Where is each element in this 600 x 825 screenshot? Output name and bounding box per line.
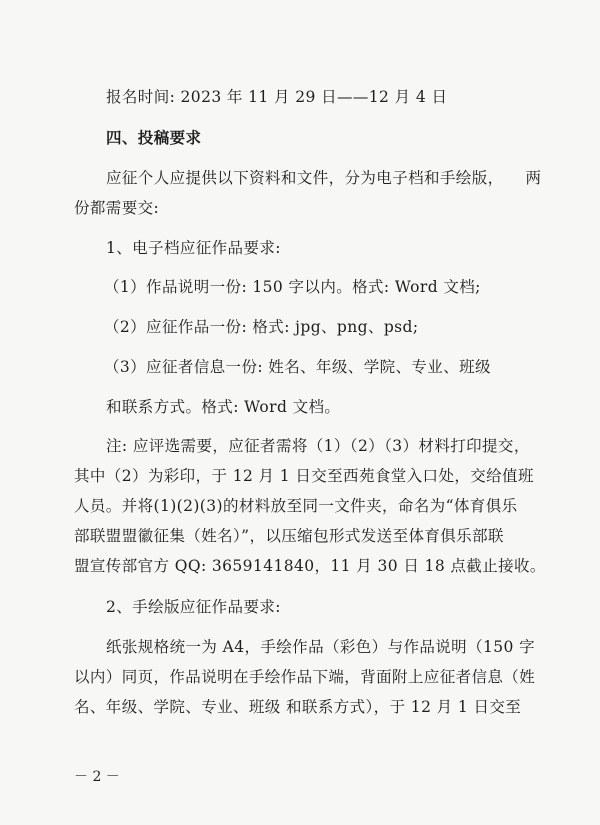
item1-sub1: （1）作品说明一份: 150 字以内。格式: Word 文档; — [104, 278, 481, 296]
section-heading: 四、投稿要求 — [106, 129, 202, 147]
note-line-4: 部联盟盟徽征集（姓名）”，以压缩包形式发送至体育俱乐部联 — [74, 527, 504, 545]
intro-line-1-text: 应征个人应提供以下资料和文件，分为电子档和手绘版， — [106, 169, 504, 187]
page-number: － 2 － — [74, 769, 120, 785]
intro-line-1 — [106, 168, 541, 188]
note-line-2: 其中（2）为彩印，于 12 月 1 日交至西苑食堂入口处，交给值班 — [74, 467, 534, 485]
note-line-3: 人员。并将(1)(2)(3)的材料放至同一文件夹，命名为“体育俱乐 — [74, 497, 518, 515]
item1-sub3-cont: 和联系方式。格式: Word 文档。 — [106, 398, 341, 416]
item2-line-3: 名、年级、学院、专业、班级 和联系方式），于 12 月 1 日交至 — [74, 698, 522, 716]
item1-title: 1、电子档应征作品要求: — [106, 239, 281, 257]
item2-line-1: 纸张规格统一为 A4，手绘作品（彩色）与作品说明（150 字 — [106, 638, 535, 656]
note-line-1: 注: 应评选需要，应征者需将（1）（2）（3）材料打印提交， — [106, 437, 530, 455]
item2-title: 2、手绘版应征作品要求: — [106, 598, 281, 616]
registration-time: 报名时间: 2023 年 11 月 29 日——12 月 4 日 — [106, 88, 448, 106]
item2-line-2: 以内）同页，作品说明在手绘作品下端，背面附上应征者信息（姓 — [74, 668, 536, 686]
item1-sub3: （3）应征者信息一份: 姓名、年级、学院、专业、班级 — [104, 358, 491, 376]
intro-line-2: 份都需要交: — [74, 199, 160, 217]
note-line-5: 盟宣传部官方 QQ: 3659141840，11 月 30 日 18 点截止接收。 — [74, 557, 546, 575]
item1-sub2: （2）应征作品一份: 格式: jpg、png、psd; — [104, 318, 419, 336]
intro-line-1-tail: 两 — [525, 169, 542, 187]
